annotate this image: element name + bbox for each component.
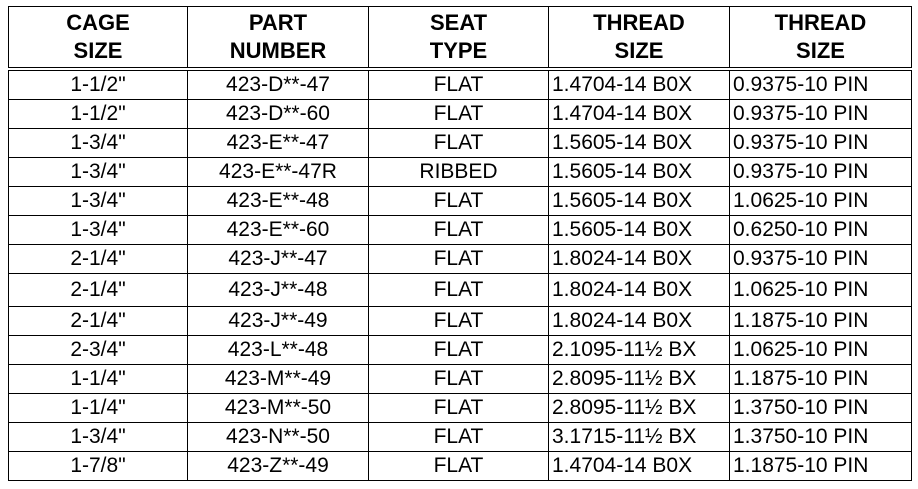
part-number-cell: 423-Z**-49 [188, 452, 369, 481]
cage-size-cell: 2-3/4" [9, 336, 188, 365]
parts-table-container [8, 6, 911, 481]
thread-size-box-cell: 1.5605-14 B0X [549, 216, 730, 245]
seat-type-cell: FLAT [369, 129, 549, 158]
thread-size-box-cell: 2.8095-11½ BX [549, 365, 730, 394]
thread-size-box-cell: 1.5605-14 B0X [549, 129, 730, 158]
part-number-cell: 423-D**-60 [188, 100, 369, 129]
part-number-cell: 423-J**-49 [188, 307, 369, 336]
table-row [9, 423, 912, 452]
thread-size-pin-cell: 0.9375-10 PIN [730, 158, 912, 187]
table-row [9, 452, 912, 481]
thread-size-box-cell: 1.8024-14 B0X [549, 307, 730, 336]
part-number-cell: 423-L**-48 [188, 336, 369, 365]
cage-size-cell: 1-1/4" [9, 394, 188, 423]
part-number-cell: 423-M**-49 [188, 365, 369, 394]
part-number-cell: 423-J**-47 [188, 245, 369, 274]
thread-size-pin-cell: 1.0625-10 PIN [730, 336, 912, 365]
table-row [9, 394, 912, 423]
thread-size-box-cell: 1.5605-14 B0X [549, 158, 730, 187]
cage-size-cell: 1-7/8" [9, 452, 188, 481]
cage-size-cell: 2-1/4" [9, 245, 188, 274]
seat-type-cell: FLAT [369, 187, 549, 216]
part-number-cell: 423-J**-48 [188, 274, 369, 307]
thread-size-pin-cell: 0.6250-10 PIN [730, 216, 912, 245]
table-row [9, 307, 912, 336]
thread-size-pin-cell: 0.9375-10 PIN [730, 100, 912, 129]
cage-size-cell: 1-3/4" [9, 158, 188, 187]
header-thread-size-pin-line2: SIZE [796, 38, 845, 63]
table-row [9, 216, 912, 245]
thread-size-pin-cell: 0.9375-10 PIN [730, 129, 912, 158]
header-cage-size-line1: CAGE [66, 10, 130, 35]
table-row [9, 100, 912, 129]
cage-size-cell: 1-3/4" [9, 129, 188, 158]
seat-type-cell: FLAT [369, 274, 549, 307]
seat-type-cell: FLAT [369, 365, 549, 394]
thread-size-pin-cell: 1.3750-10 PIN [730, 394, 912, 423]
seat-type-cell: FLAT [369, 245, 549, 274]
header-thread-size-pin [730, 7, 912, 70]
part-number-cell: 423-D**-47 [188, 69, 369, 100]
seat-type-cell: FLAT [369, 423, 549, 452]
table-row [9, 336, 912, 365]
header-thread-size-box-line1: THREAD [593, 10, 685, 35]
seat-type-cell: FLAT [369, 452, 549, 481]
thread-size-box-cell: 1.8024-14 B0X [549, 245, 730, 274]
header-seat-type-line1: SEAT [429, 10, 488, 35]
header-part-number-line2: NUMBER [229, 38, 327, 63]
header-cage-size-line2: SIZE [73, 38, 123, 63]
part-number-cell: 423-E**-47 [188, 129, 369, 158]
table-row [9, 187, 912, 216]
thread-size-box-cell: 2.8095-11½ BX [549, 394, 730, 423]
parts-table [8, 6, 912, 481]
part-number-cell: 423-M**-50 [188, 394, 369, 423]
thread-size-box-cell: 1.4704-14 B0X [549, 452, 730, 481]
thread-size-pin-cell: 1.3750-10 PIN [730, 423, 912, 452]
header-thread-size-box [549, 7, 730, 70]
part-number-cell: 423-N**-50 [188, 423, 369, 452]
thread-size-pin-cell: 1.1875-10 PIN [730, 307, 912, 336]
part-number-cell: 423-E**-48 [188, 187, 369, 216]
thread-size-pin-cell: 1.0625-10 PIN [730, 274, 912, 307]
cage-size-cell: 1-3/4" [9, 216, 188, 245]
header-thread-size-box-line2: SIZE [614, 38, 664, 63]
thread-size-box-cell: 2.1095-11½ BX [549, 336, 730, 365]
header-seat-type [369, 7, 549, 70]
thread-size-pin-cell: 1.0625-10 PIN [730, 187, 912, 216]
table-row [9, 129, 912, 158]
thread-size-box-cell: 1.4704-14 B0X [549, 69, 730, 100]
cage-size-cell: 2-1/4" [9, 307, 188, 336]
seat-type-cell: FLAT [369, 307, 549, 336]
part-number-cell: 423-E**-47R [188, 158, 369, 187]
cage-size-cell: 1-3/4" [9, 423, 188, 452]
thread-size-pin-cell: 0.9375-10 PIN [730, 245, 912, 274]
thread-size-pin-cell: 1.1875-10 PIN [730, 365, 912, 394]
table-row [9, 365, 912, 394]
thread-size-box-cell: 1.8024-14 B0X [549, 274, 730, 307]
seat-type-cell: RIBBED [369, 158, 549, 187]
cage-size-cell: 1-1/2" [9, 69, 188, 100]
header-part-number-line1: PART [248, 10, 308, 35]
seat-type-cell: FLAT [369, 216, 549, 245]
cage-size-cell: 1-1/4" [9, 365, 188, 394]
table-row [9, 274, 912, 307]
header-row [9, 7, 912, 70]
seat-type-cell: FLAT [369, 336, 549, 365]
cage-size-cell: 2-1/4" [9, 274, 188, 307]
header-part-number [188, 7, 369, 70]
seat-type-cell: FLAT [369, 69, 549, 100]
header-seat-type-line2: TYPE [429, 38, 488, 63]
table-header [9, 7, 912, 70]
cage-size-cell: 1-3/4" [9, 187, 188, 216]
header-thread-size-pin-line1: THREAD [774, 10, 867, 35]
table-body [9, 69, 912, 481]
table-row [9, 158, 912, 187]
cage-size-cell: 1-1/2" [9, 100, 188, 129]
thread-size-pin-cell: 1.1875-10 PIN [730, 452, 912, 481]
table-row [9, 69, 912, 100]
table-row [9, 245, 912, 274]
thread-size-pin-cell: 0.9375-10 PIN [730, 69, 912, 100]
seat-type-cell: FLAT [369, 100, 549, 129]
thread-size-box-cell: 1.4704-14 B0X [549, 100, 730, 129]
part-number-cell: 423-E**-60 [188, 216, 369, 245]
thread-size-box-cell: 3.1715-11½ BX [549, 423, 730, 452]
header-cage-size [9, 7, 188, 70]
seat-type-cell: FLAT [369, 394, 549, 423]
thread-size-box-cell: 1.5605-14 B0X [549, 187, 730, 216]
